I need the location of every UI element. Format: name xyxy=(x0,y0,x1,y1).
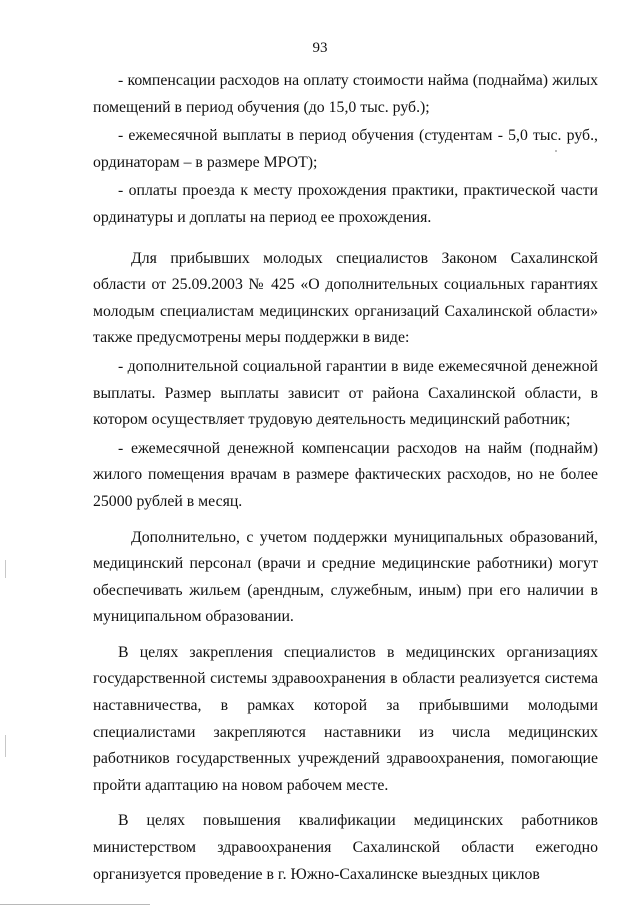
paragraph-social-guarantee: - дополнительной социальной гарантии в виде ежемесячной денежной выплаты. Размер выплаты зависит от района Сахалинской области, в котором осуществляет трудовую деятельность медицинский работник; xyxy=(93,357,598,429)
bottom-scan-line xyxy=(0,904,150,905)
scan-artifact xyxy=(5,560,6,578)
paragraph-travel-payment: - оплаты проезда к месту прохождения практики, практической части ординатуры и доплаты на период ее прохождения. xyxy=(93,182,598,226)
paragraph-mentorship: В целях закрепления специалистов в медицинских организациях государственной системы здравоохранения в области реализуется система наставничества, в рамках которой за прибывшими молодыми специалистами закрепляются наставники из числа медицинских работников государственных учреждений здравоохранения, помогающие пройти адаптацию на новом рабочем месте. xyxy=(93,643,598,794)
paragraph-law-intro: Для прибывших молодых специалистов Законом Сахалинской области от 25.09.2003 № 425 «О дополнительных социальных гарантиях молодым специалистам медицинских организаций Сахалинской области» также предусмотрены меры поддержки в виде: xyxy=(93,249,598,347)
paragraph-compensation-rent: - компенсации расходов на оплату стоимости найма (поднайма) жилых помещений в период обучения (до 15,0 тыс. руб.); xyxy=(93,72,598,116)
paragraph-qualification: В целях повышения квалификации медицинских работников министерством здравоохранения Сахалинской области ежегодно организуется проведение в г. Южно-Сахалинске выездных циклов xyxy=(93,812,598,883)
scan-artifact xyxy=(5,735,6,757)
paragraph-monthly-payment: - ежемесячной выплаты в период обучения (студентам - 5,0 тыс. руб., ординаторам – в размере МРОТ); xyxy=(93,127,598,171)
paragraph-housing-compensation: - ежемесячной денежной компенсации расходов на найм (поднайм) жилого помещения врачам в размере фактических расходов, но не более 25000 рублей в месяц. xyxy=(93,439,598,510)
paragraph-municipal-housing: Дополнительно, с учетом поддержки муниципальных образований, медицинский персонал (врачи и средние медицинские работники) могут обеспечивать жильем (арендным, служебным, иным) при его наличии в муниципальном образовании. xyxy=(93,528,598,626)
body-text xyxy=(93,68,598,888)
scan-dot xyxy=(555,150,557,152)
page-number: 93 xyxy=(312,40,328,56)
